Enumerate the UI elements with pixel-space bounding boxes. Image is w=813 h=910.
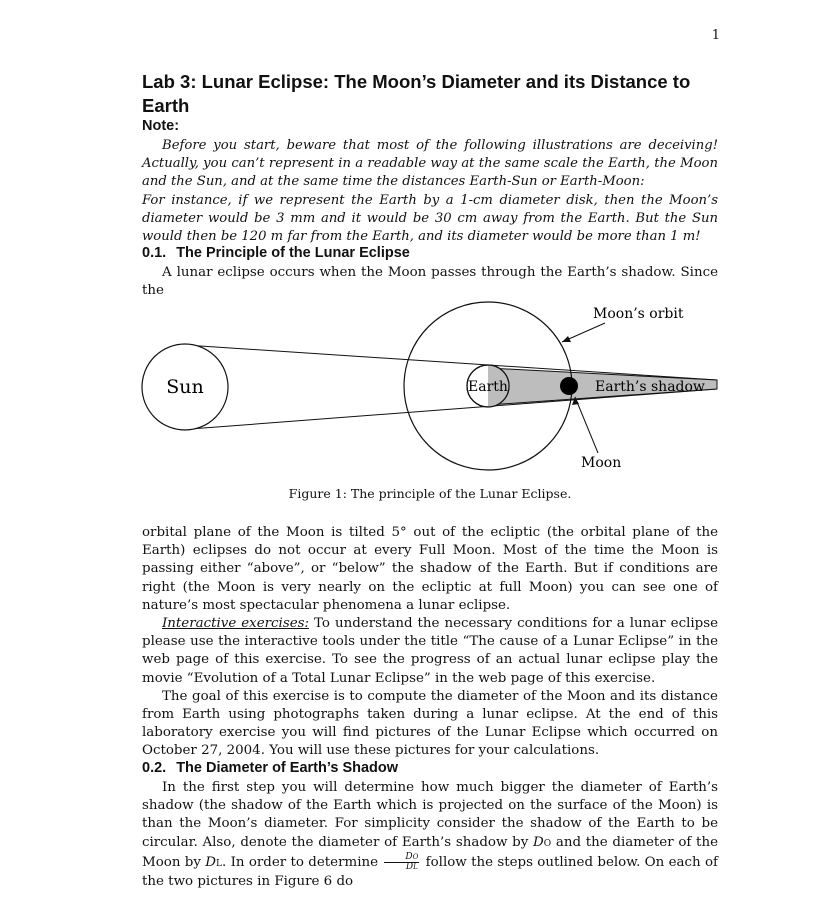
section-1-title: The Principle of the Lunar Eclipse (176, 245, 410, 261)
fraction-denominator (384, 863, 419, 872)
fraction-numerator (384, 853, 419, 863)
var-dl: D (205, 854, 217, 870)
interactive-exercises-label: Interactive exercises: (162, 616, 310, 632)
intro-line: A lunar eclipse occurs when the Moon passes through the Earth’s shadow. Since the (142, 265, 718, 299)
paragraph-interactive (142, 615, 718, 688)
sub-l: L (216, 858, 222, 869)
paragraph-goal: The goal of this exercise is to compute the diameter of the Moon and its distance from Earth using photographs taken during a lunar eclipse. At the end of this laboratory exercise you will find pictures of the Lunar Eclipse which occurred on October 27, 2004. You will use these pictures for your calculations. (142, 688, 718, 759)
section-1-body (142, 524, 718, 761)
sun-label: Sun (166, 376, 204, 398)
frac-do: D (405, 851, 413, 862)
text-order: . In order to determine (222, 854, 383, 870)
eclipse-figure (135, 290, 725, 485)
section-2-title: The Diameter of Earth’s Shadow (176, 760, 399, 776)
section-2-body (142, 779, 718, 891)
note-label: Note: (142, 118, 180, 134)
section-1-number: 0.1. (142, 245, 167, 261)
moon-dot (560, 377, 578, 395)
note-body (142, 137, 718, 246)
page-title: Lab 3: Lunar Eclipse: The Moon’s Diameter and its Distance to Earth (142, 71, 691, 116)
frac-sub-o: O (412, 852, 419, 861)
section-2-number: 0.2. (142, 760, 167, 776)
interactive-exercises-text: To understand the necessary conditions for a lunar eclipse please use the interactive tools under the title “The cause of a Lunar Eclipse” in the web page of this exercise. To see the progress of an actual lunar eclipse play the movie “Evolution of a Total Lunar Eclipse” in the web page of this exercise. (142, 616, 718, 686)
text-and: and the diameter of the Moon by (142, 834, 718, 870)
section-1-heading (142, 245, 718, 261)
text-end: follow the steps outlined below. On each of the two pictures in Figure 6 do (142, 854, 718, 890)
moons-orbit-label: Moon’s orbit (593, 306, 684, 322)
figure-caption: Figure 1: The principle of the Lunar Eclipse. (288, 486, 572, 501)
moon-label: Moon (581, 455, 622, 471)
ratio-fraction (384, 853, 419, 872)
paragraph-orbital-plane: orbital plane of the Moon is tilted 5° out of the ecliptic (the orbital plane of the Earth) eclipses do not occur at every Full Moon. Most of the time the Moon is passing either “above”, or “below” the shadow of the Earth. But if conditions are right (the Moon is very nearly on the ecliptic at full Moon) you can see one of nature’s most spectacular phenomena a lunar eclipse. (142, 525, 718, 613)
upper-ray-line (185, 345, 717, 380)
frac-dl: D (405, 861, 414, 872)
earths-shadow-label: Earth’s shadow (595, 379, 705, 395)
paragraph-shadow-diameter (142, 779, 718, 891)
section-2-heading (142, 760, 718, 776)
note-paragraph-2: For instance, if we represent the Earth by a 1-cm diameter disk, then the Moon’s diameter would be 3 mm and it would be 30 cm away from the Earth. But the Sun would then be 120 m far from the Earth, and its diameter would be more than 1 m! (142, 192, 718, 245)
frac-sub-l: L (413, 862, 418, 871)
var-do: D (533, 834, 544, 850)
page-number: 1 (711, 28, 720, 43)
text-main: In the first step you will determine how much bigger the diameter of Earth’s shadow (the shadow of the Earth which is projected on the surface of the Moon) is than the Moon’s diameter. For simplicity consider the shadow of the Earth to be circular. Also, denote the diameter of Earth’s shadow by (142, 780, 718, 850)
earth-label: Earth (468, 379, 508, 395)
eclipse-diagram (135, 290, 725, 485)
sub-o: O (543, 838, 552, 849)
note-paragraph-1: Before you start, beware that most of the following illustrations are deceiving! Actually, you can’t represent in a readable way at the same scale the Earth, the Moon and the Sun, and at the same time the distances Earth-Sun or Earth-Moon: (142, 138, 718, 190)
moon-arrow-line (575, 397, 598, 453)
